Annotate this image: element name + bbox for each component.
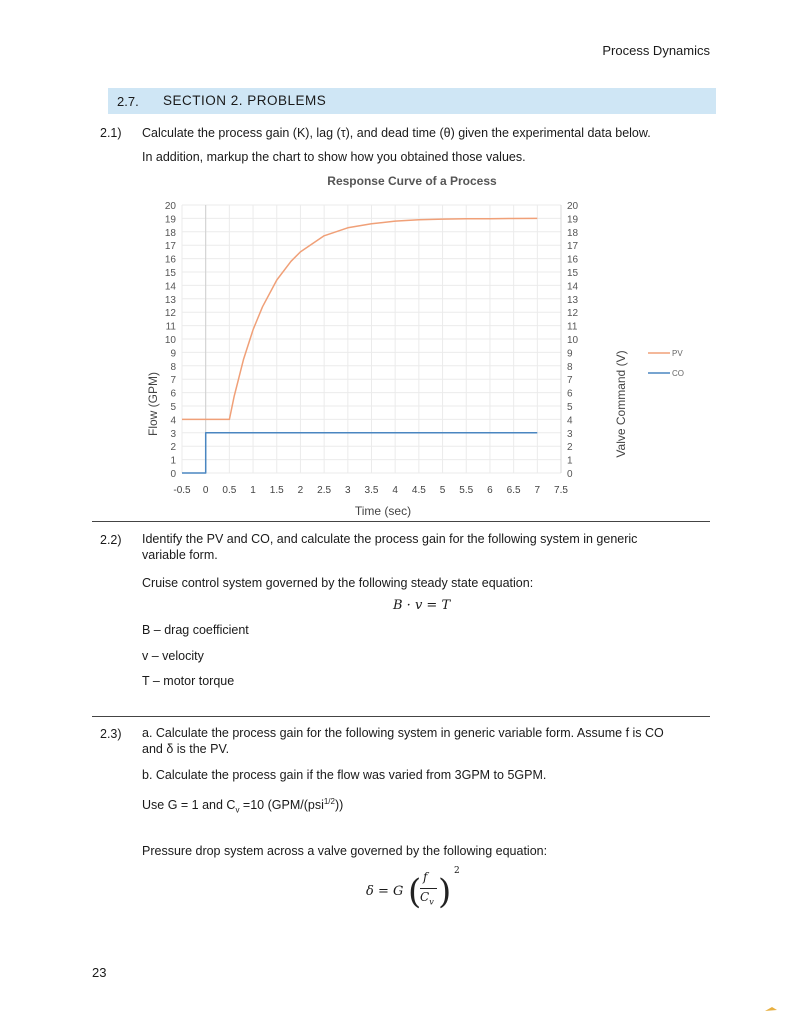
y-tick-label: 6	[170, 388, 176, 400]
x-tick-label: 7	[534, 485, 541, 496]
y2-tick-label: 18	[567, 227, 579, 239]
x-tick-label: 2.5	[317, 485, 332, 496]
y2-tick-label: 2	[567, 442, 573, 454]
y-tick-label: 4	[170, 415, 176, 427]
problem-2-3-intro: Pressure drop system across a valve governed by the following equation:	[142, 844, 548, 858]
y2-tick-label: 5	[567, 402, 573, 413]
page-number: 23	[92, 965, 107, 980]
y-tick-label: 19	[164, 214, 176, 226]
x-tick-label: 4.5	[411, 485, 426, 496]
y2-tick-label: 4	[567, 415, 573, 427]
y2-tick-label: 15	[567, 268, 579, 279]
definition-v: v – velocity	[142, 649, 204, 663]
definition-t: T – motor torque	[142, 674, 235, 688]
x-tick-label: 0.5	[222, 485, 237, 496]
y-tick-label: 12	[164, 308, 176, 320]
y2-tick-label: 1	[567, 455, 573, 467]
x-tick-label: 0	[202, 485, 209, 496]
problem-number-2-3: 2.3)	[100, 727, 122, 741]
y-tick-label: 7	[170, 375, 176, 387]
problem-2-2-text-line2: variable form.	[142, 548, 218, 562]
x-tick-label: 1.5	[269, 485, 284, 496]
problem-2-2-intro: Cruise control system governed by the following steady state equation:	[142, 576, 534, 590]
y-tick-label: 18	[164, 227, 176, 239]
legend-label-co: CO	[672, 369, 684, 378]
problem-2-1-text-line1: Calculate the process gain (K), lag (τ), and dead time (θ) given the experimental data below.	[142, 126, 651, 140]
y2-tick-label: 10	[567, 335, 579, 346]
y-tick-label: 5	[170, 402, 176, 413]
x-tick-label: 7.5	[554, 485, 568, 496]
y2-axis-label: Valve Command (V)	[614, 350, 628, 458]
x-tick-label: 2	[297, 485, 304, 496]
problem-2-2-text-line1: Identify the PV and CO, and calculate the process gain for the following system in generic	[142, 532, 638, 546]
y2-tick-label: 7	[567, 375, 573, 387]
section-banner	[108, 88, 716, 114]
chart-title: Response Curve of a Process	[327, 174, 497, 188]
y-tick-label: 13	[164, 294, 176, 306]
y2-tick-label: 0	[567, 469, 573, 480]
divider-2	[92, 716, 710, 717]
y2-tick-label: 16	[567, 254, 579, 266]
x-tick-label: -0.5	[173, 485, 191, 496]
y-axis-label: Flow (GPM)	[146, 372, 160, 436]
y2-tick-label: 9	[567, 348, 573, 360]
y-tick-label: 10	[164, 335, 176, 346]
y-tick-label: 0	[170, 469, 176, 480]
chart-legend	[648, 349, 684, 378]
x-tick-label: 6	[487, 485, 493, 496]
scan-mark-decoration	[764, 1006, 778, 1012]
y2-tick-label: 11	[567, 321, 578, 333]
y-tick-label: 8	[170, 361, 176, 373]
y2-tick-label: 13	[567, 294, 579, 306]
y-tick-label: 1	[170, 455, 176, 467]
y-tick-label: 2	[170, 442, 176, 454]
equation-cruise-control: B · v = T	[393, 598, 451, 613]
problem-2-3-use-line: Use G = 1 and $C_v =10$ (GPM/(psi$^{1/2}$))	[142, 797, 344, 815]
y2-tick-label: 17	[567, 241, 579, 253]
x-tick-label: 3.5	[364, 485, 379, 496]
y2-tick-label: 19	[567, 214, 579, 226]
x-tick-label: 5	[439, 485, 446, 496]
section-title: SECTION 2. PROBLEMS	[163, 93, 327, 108]
y-tick-label: 11	[165, 321, 176, 333]
y2-tick-label: 3	[567, 428, 573, 440]
y2-tick-label: 14	[567, 281, 579, 293]
problem-2-1-text-line2: In addition, markup the chart to show how you obtained those values.	[142, 150, 526, 164]
series-line-co	[182, 433, 537, 473]
y2-tick-label: 6	[567, 388, 573, 400]
x-tick-label: 3	[345, 485, 351, 496]
definition-b: B – drag coefficient	[142, 623, 249, 637]
y-tick-label: 9	[170, 348, 176, 360]
divider-1	[92, 521, 710, 522]
problem-2-3-part-b: b. Calculate the process gain if the flow was varied from 3GPM to 5GPM.	[142, 768, 547, 782]
y2-tick-label: 8	[567, 361, 573, 373]
y-tick-label: 20	[164, 201, 176, 212]
equation-pressure-drop: δ = G ( f $C_v$ ) 2	[366, 866, 460, 912]
problem-2-3-part-a-line2: and δ is the PV.	[142, 742, 230, 756]
y-tick-label: 3	[170, 428, 176, 440]
response-curve-chart	[130, 168, 710, 523]
problem-2-3-part-a-line1: a. Calculate the process gain for the following system in generic variable form. Assume f is CO	[142, 726, 664, 740]
problem-number-2-1: 2.1)	[100, 126, 122, 140]
chart-series	[182, 218, 537, 473]
legend-label-pv: PV	[672, 349, 683, 358]
section-number: 2.7.	[117, 94, 139, 109]
y2-tick-label: 20	[567, 201, 579, 212]
x-tick-label: 1	[250, 485, 256, 496]
problem-number-2-2: 2.2)	[100, 533, 122, 547]
y-tick-label: 14	[164, 281, 176, 293]
x-tick-label: 4	[392, 485, 398, 496]
x-tick-label: 6.5	[506, 485, 521, 496]
x-tick-label: 5.5	[459, 485, 474, 496]
x-axis-label: Time (sec)	[354, 504, 412, 518]
y2-tick-label: 12	[567, 308, 579, 320]
y-tick-label: 17	[164, 241, 176, 253]
running-header: Process Dynamics	[602, 43, 710, 58]
series-line-pv	[182, 218, 537, 419]
y-tick-label: 15	[164, 268, 176, 279]
y-tick-label: 16	[164, 254, 176, 266]
